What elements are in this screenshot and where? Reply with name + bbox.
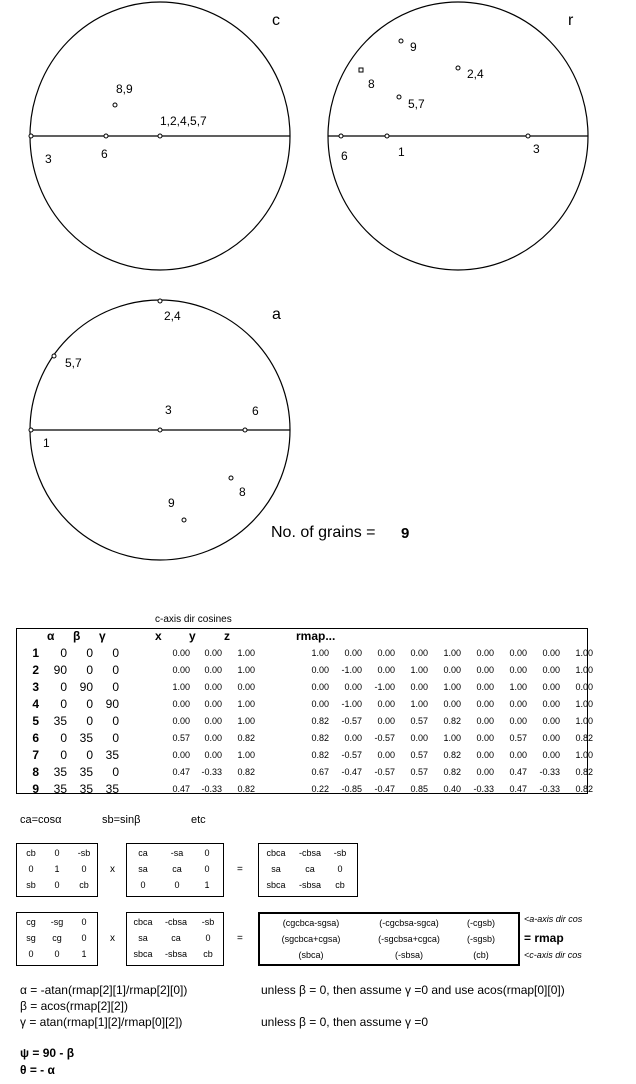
point-marker: [52, 354, 56, 358]
rmap-label: = rmap: [524, 931, 564, 945]
matrix-cell: sg: [26, 933, 36, 943]
matrix-cell: 0: [205, 933, 211, 943]
dir-cosine-cell: 1.00: [237, 665, 255, 675]
table-header-z: z: [224, 629, 230, 643]
table-row-number: 5: [32, 714, 39, 728]
eq-theta: θ = - α: [20, 1063, 55, 1077]
matrix-cell: cg: [26, 917, 36, 927]
matrix-cell: sa: [271, 864, 281, 874]
matrix-cell: 0: [204, 848, 210, 858]
rmap-cell: 0.82: [575, 784, 593, 794]
point-marker: [359, 68, 363, 72]
rmap-cell: 0.57: [410, 716, 428, 726]
eq-alpha: α = -atan(rmap[2][1]/rmap[2][0]): [20, 983, 188, 997]
note-a-axis: <a-axis dir cos: [524, 914, 583, 924]
table-header-y: y: [189, 629, 196, 643]
rmap-cell: -1.00: [341, 699, 362, 709]
point-label: 6: [101, 147, 108, 161]
matrix-cell: cbca: [266, 848, 286, 858]
rmap-cell: -1.00: [374, 682, 395, 692]
rmap-cell: 0.82: [311, 733, 329, 743]
times-sign: x: [110, 933, 115, 944]
table-header-gamma: γ: [99, 629, 106, 643]
dir-cosine-cell: 0.00: [237, 682, 255, 692]
rmap-cell: 0.00: [377, 648, 395, 658]
plot-label-r: r: [568, 12, 574, 29]
rmap-cell: 0.00: [476, 750, 494, 760]
notation-ca: ca=cosα: [20, 814, 62, 826]
alpha-value: 35: [53, 714, 67, 728]
rmap-cell: 1.00: [410, 665, 428, 675]
grain-count-value: 9: [401, 525, 410, 542]
rmap-cell: 0.82: [311, 716, 329, 726]
matrix2-right-rmap: [258, 912, 520, 966]
rmap-cell: 1.00: [443, 733, 461, 743]
matrix-cell: -sb: [201, 917, 215, 927]
beta-value: 0: [86, 748, 93, 762]
rmap-cell: 0.00: [410, 733, 428, 743]
point-label: 6: [341, 149, 348, 163]
matrix-cell: 0: [81, 917, 87, 927]
equals-sign: =: [237, 864, 243, 875]
matrix-cell: 0: [54, 949, 60, 959]
dir-cosine-cell: 1.00: [237, 648, 255, 658]
matrix-cell: 0: [140, 880, 146, 890]
point-marker: [339, 134, 343, 138]
matrix-cell: 0: [54, 848, 60, 858]
rmap-cell: 0.00: [542, 648, 560, 658]
table-row-number: 8: [32, 765, 39, 779]
rmap-cell: 0.00: [476, 665, 494, 675]
rmap-cell: 0.00: [311, 699, 329, 709]
matrix-cell: ca: [138, 848, 148, 858]
table-row-number: 2: [32, 663, 39, 677]
rmap-cell: 1.00: [509, 682, 527, 692]
matrix-cell: (-cgsb): [466, 918, 495, 928]
eq-gamma: γ = atan(rmap[1][2]/rmap[0][2]): [20, 1015, 183, 1029]
matrix1-mid: [126, 843, 224, 897]
rmap-cell: 0.47: [509, 767, 527, 777]
beta-value: 90: [79, 680, 93, 694]
point-label: 9: [410, 40, 417, 54]
rmap-cell: 0.67: [311, 767, 329, 777]
rmap-cell: -0.47: [341, 767, 362, 777]
point-marker: [243, 428, 247, 432]
rmap-cell: 0.00: [509, 648, 527, 658]
gamma-value: 90: [105, 697, 119, 711]
beta-value: 35: [79, 731, 93, 745]
rmap-cell: -0.57: [374, 767, 395, 777]
point-label: 2,4: [467, 67, 484, 81]
beta-value: 35: [79, 782, 93, 796]
point-label: 8: [368, 77, 375, 91]
rmap-cell: 0.82: [443, 716, 461, 726]
rmap-cell: -0.85: [341, 784, 362, 794]
matrix-cell: 0: [337, 864, 343, 874]
dir-cosine-cell: 0.00: [204, 750, 222, 760]
point-marker: [158, 134, 162, 138]
point-label: 8: [239, 485, 246, 499]
point-label: 6: [252, 404, 259, 418]
rmap-cell: -1.00: [341, 665, 362, 675]
rmap-cell: 0.22: [311, 784, 329, 794]
dir-cosine-cell: 0.47: [172, 784, 190, 794]
matrix-cell: 0: [174, 880, 180, 890]
matrix-cell: 1: [54, 864, 60, 874]
dir-cosine-cell: 0.00: [204, 665, 222, 675]
rmap-cell: 1.00: [575, 699, 593, 709]
point-marker: [182, 518, 186, 522]
matrix-cell: sa: [138, 864, 148, 874]
table-header-x: x: [155, 629, 162, 643]
rmap-cell: 0.00: [542, 665, 560, 675]
alpha-value: 90: [53, 663, 67, 677]
rmap-cell: -0.47: [374, 784, 395, 794]
matrix-cell: cb: [26, 848, 36, 858]
matrix-cell: 0: [28, 949, 34, 959]
rmap-cell: 1.00: [410, 699, 428, 709]
rmap-cell: 0.00: [311, 665, 329, 675]
matrix-cell: -sb: [333, 848, 347, 858]
rmap-cell: 0.00: [509, 699, 527, 709]
rmap-cell: 0.00: [476, 733, 494, 743]
rmap-cell: 0.00: [344, 682, 362, 692]
rmap-cell: 0.00: [542, 733, 560, 743]
rmap-cell: 0.00: [509, 665, 527, 675]
rmap-cell: -0.57: [341, 716, 362, 726]
dir-cosine-cell: 1.00: [172, 682, 190, 692]
eq-gamma-note: unless β = 0, then assume γ =0: [261, 1015, 428, 1029]
dir-cosine-cell: 1.00: [237, 750, 255, 760]
rmap-cell: -0.33: [473, 784, 494, 794]
matrix-cell: -sa: [170, 848, 184, 858]
matrix-cell: cg: [52, 933, 62, 943]
rmap-cell: 0.00: [344, 733, 362, 743]
gamma-value: 0: [112, 731, 119, 745]
matrix-cell: 0: [204, 864, 210, 874]
dir-cosine-cell: 0.00: [204, 699, 222, 709]
dir-cosine-cell: 0.82: [237, 784, 255, 794]
dir-cosine-cell: 0.57: [172, 733, 190, 743]
rmap-cell: 0.00: [443, 699, 461, 709]
notation-sb: sb=sinβ: [102, 814, 141, 826]
dir-cosine-cell: 0.00: [204, 733, 222, 743]
matrix-cell: (sgcbca+cgsa): [281, 934, 341, 944]
rmap-cell: 0.00: [476, 767, 494, 777]
table-header-rmap: rmap...: [296, 629, 336, 643]
gamma-value: 0: [112, 714, 119, 728]
rmap-cell: 0.00: [542, 750, 560, 760]
eq-alpha-note: unless β = 0, then assume γ =0 and use acos(rmap[0][0]): [261, 983, 565, 997]
rmap-cell: 0.00: [311, 682, 329, 692]
point-marker: [158, 428, 162, 432]
rmap-cell: 0.00: [476, 648, 494, 658]
matrix-cell: ca: [171, 933, 181, 943]
table-header-alpha: α: [47, 629, 55, 643]
rmap-cell: 0.40: [443, 784, 461, 794]
rmap-cell: 0.00: [476, 699, 494, 709]
table-row-number: 9: [32, 782, 39, 796]
matrix-cell: cb: [335, 880, 345, 890]
eq-beta: β = acos(rmap[2][2]): [20, 999, 128, 1013]
point-label: 8,9: [116, 82, 133, 96]
matrix-cell: 1: [81, 949, 87, 959]
matrix-cell: cb: [203, 949, 213, 959]
matrix-cell: cbca: [133, 917, 153, 927]
rmap-cell: 1.00: [575, 716, 593, 726]
plot-label-c: c: [272, 12, 280, 29]
point-marker: [29, 134, 33, 138]
dir-cosine-cell: 0.47: [172, 767, 190, 777]
rmap-cell: -0.33: [539, 767, 560, 777]
matrix-cell: ca: [305, 864, 315, 874]
dir-cosine-cell: 0.00: [172, 699, 190, 709]
matrix2-mid: [126, 912, 224, 966]
stereonet-r: [328, 2, 588, 270]
point-label: 3: [533, 142, 540, 156]
matrix-cell: (cgcbca-sgsa): [282, 918, 340, 928]
stereonet-c: [29, 2, 290, 270]
matrix-cell: -sb: [77, 848, 91, 858]
matrix-cell: (cb): [473, 950, 489, 960]
rmap-cell: -0.57: [374, 733, 395, 743]
matrix-cell: 0: [81, 933, 87, 943]
point-label: 5,7: [65, 356, 82, 370]
dir-cosine-cell: 1.00: [237, 699, 255, 709]
rmap-cell: 0.00: [410, 682, 428, 692]
rmap-cell: 0.57: [410, 750, 428, 760]
alpha-value: 0: [60, 680, 67, 694]
table-caption: c-axis dir cosines: [155, 614, 232, 625]
point-label: 3: [165, 403, 172, 417]
beta-value: 0: [86, 714, 93, 728]
rmap-cell: 0.00: [377, 699, 395, 709]
alpha-value: 0: [60, 748, 67, 762]
point-label: 1: [398, 145, 405, 159]
matrix-cell: 0: [54, 880, 60, 890]
matrix-cell: (sbca): [298, 950, 324, 960]
matrix-cell: (-sgcbsa+cgca): [378, 934, 440, 944]
dir-cosine-cell: 0.00: [172, 750, 190, 760]
dir-cosine-cell: 1.00: [237, 716, 255, 726]
table-header-beta: β: [73, 629, 81, 643]
point-marker: [456, 66, 460, 70]
dir-cosine-cell: -0.33: [201, 784, 222, 794]
rmap-cell: 0.00: [542, 699, 560, 709]
stereonet-a: [29, 299, 290, 560]
dir-cosine-cell: 0.00: [172, 716, 190, 726]
rmap-cell: 1.00: [443, 648, 461, 658]
matrix-cell: sa: [138, 933, 148, 943]
dir-cosine-cell: 0.00: [204, 648, 222, 658]
matrix-cell: (-sbsa): [394, 950, 423, 960]
eq-psi: ψ = 90 - β: [20, 1046, 75, 1060]
rmap-cell: 0.82: [443, 767, 461, 777]
matrix-cell: -sg: [50, 917, 64, 927]
rmap-cell: -0.33: [539, 784, 560, 794]
rmap-cell: 1.00: [443, 682, 461, 692]
gamma-value: 35: [105, 748, 119, 762]
rmap-cell: 0.00: [377, 665, 395, 675]
rmap-cell: 0.00: [575, 682, 593, 692]
table-row-number: 6: [32, 731, 39, 745]
point-marker: [526, 134, 530, 138]
dir-cosine-cell: 0.00: [204, 682, 222, 692]
dir-cosine-cell: 0.82: [237, 767, 255, 777]
point-marker: [397, 95, 401, 99]
table-row-number: 3: [32, 680, 39, 694]
gamma-value: 0: [112, 663, 119, 677]
rmap-cell: 0.82: [575, 767, 593, 777]
point-marker: [104, 134, 108, 138]
times-sign: x: [110, 864, 115, 875]
rmap-cell: 0.82: [443, 750, 461, 760]
rmap-cell: 0.00: [410, 648, 428, 658]
matrix-cell: sbca: [266, 880, 286, 890]
table-row-number: 4: [32, 697, 39, 711]
beta-value: 0: [86, 697, 93, 711]
matrix-cell: -cbsa: [164, 917, 187, 927]
plot-label-a: a: [272, 306, 281, 323]
alpha-value: 35: [53, 782, 67, 796]
rmap-cell: 0.00: [542, 716, 560, 726]
alpha-value: 0: [60, 646, 67, 660]
table-row-number: 7: [32, 748, 39, 762]
point-marker: [399, 39, 403, 43]
matrix-cell: (-cgcbsa-sgca): [379, 918, 439, 928]
rmap-cell: 0.82: [311, 750, 329, 760]
notation-etc: etc: [191, 814, 206, 826]
matrix-cell: cb: [79, 880, 89, 890]
matrix-cell: sbca: [133, 949, 153, 959]
beta-value: 0: [86, 663, 93, 677]
alpha-value: 0: [60, 697, 67, 711]
matrix-cell: sb: [26, 880, 36, 890]
rmap-cell: 0.57: [509, 733, 527, 743]
gamma-value: 35: [105, 782, 119, 796]
rmap-cell: 0.00: [476, 716, 494, 726]
rmap-cell: 0.00: [509, 750, 527, 760]
matrix-cell: -sbsa: [164, 949, 187, 959]
point-label: 1,2,4,5,7: [160, 114, 207, 128]
rmap-cell: 0.82: [575, 733, 593, 743]
alpha-value: 35: [53, 765, 67, 779]
gamma-value: 0: [112, 680, 119, 694]
beta-value: 35: [79, 765, 93, 779]
table-row-number: 1: [32, 646, 39, 660]
point-marker: [385, 134, 389, 138]
matrix1-left: [16, 843, 98, 897]
rmap-cell: 0.47: [509, 784, 527, 794]
point-marker: [113, 103, 117, 107]
rmap-cell: 0.85: [410, 784, 428, 794]
orientation-table: [16, 628, 593, 796]
matrix-cell: 1: [204, 880, 210, 890]
matrix-cell: -sbsa: [298, 880, 321, 890]
matrix-cell: (-sgsb): [466, 934, 495, 944]
rmap-cell: 0.00: [509, 716, 527, 726]
point-label: 2,4: [164, 309, 181, 323]
dir-cosine-cell: 0.00: [172, 648, 190, 658]
matrix-cell: -cbsa: [298, 848, 321, 858]
point-label: 5,7: [408, 97, 425, 111]
matrix1-right: [258, 843, 358, 897]
point-marker: [29, 428, 33, 432]
rmap-cell: -0.57: [341, 750, 362, 760]
dir-cosine-cell: 0.00: [204, 716, 222, 726]
rmap-cell: 0.00: [377, 750, 395, 760]
grain-count-label: No. of grains =: [271, 524, 376, 541]
beta-value: 0: [86, 646, 93, 660]
rmap-cell: 0.00: [476, 682, 494, 692]
rmap-cell: 1.00: [575, 750, 593, 760]
rmap-cell: 0.00: [344, 648, 362, 658]
rmap-cell: 0.57: [410, 767, 428, 777]
rmap-cell: 0.00: [443, 665, 461, 675]
point-label: 1: [43, 436, 50, 450]
gamma-value: 0: [112, 646, 119, 660]
matrix-cell: 0: [28, 864, 34, 874]
dir-cosine-cell: 0.00: [172, 665, 190, 675]
dir-cosine-cell: 0.82: [237, 733, 255, 743]
point-label: 9: [168, 496, 175, 510]
alpha-value: 0: [60, 731, 67, 745]
matrix-cell: 0: [81, 864, 87, 874]
rmap-cell: 1.00: [575, 648, 593, 658]
point-marker: [158, 299, 162, 303]
matrix-cell: ca: [172, 864, 182, 874]
point-label: 3: [45, 152, 52, 166]
rmap-cell: 1.00: [311, 648, 329, 658]
note-c-axis: <c-axis dir cos: [524, 950, 582, 960]
dir-cosine-cell: -0.33: [201, 767, 222, 777]
rmap-cell: 0.00: [377, 716, 395, 726]
rmap-cell: 1.00: [575, 665, 593, 675]
matrix2-left: [16, 912, 98, 966]
point-marker: [229, 476, 233, 480]
gamma-value: 0: [112, 765, 119, 779]
rmap-cell: 0.00: [542, 682, 560, 692]
equals-sign: =: [237, 933, 243, 944]
